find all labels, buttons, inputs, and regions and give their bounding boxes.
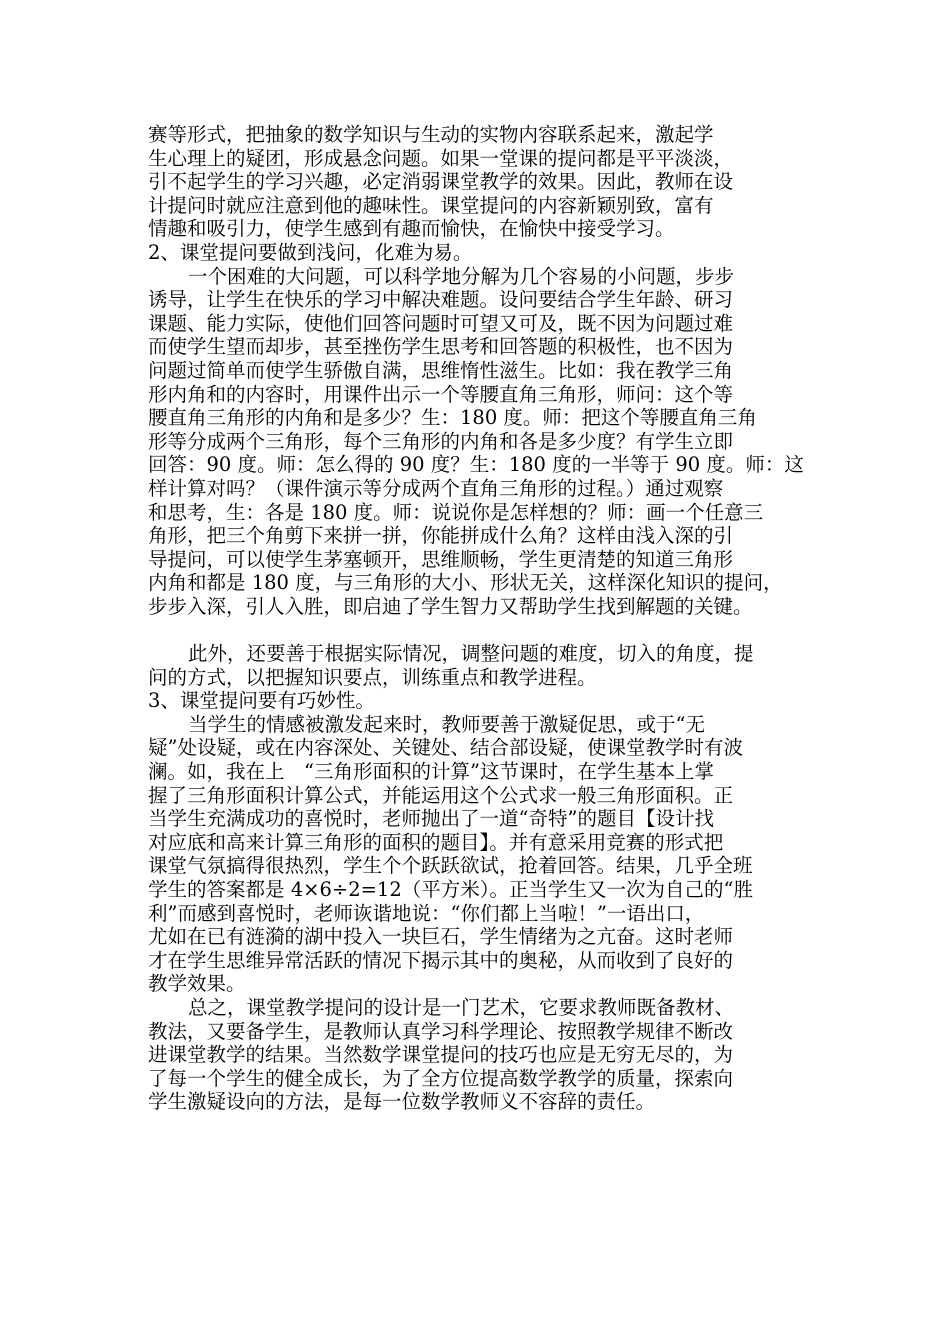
- document-body: [148, 123, 828, 1114]
- text-line: 教学效果。: [148, 972, 246, 996]
- text-line: 教法，又要备学生，是教师认真学习科学理论、按照教学规律不断改: [148, 1019, 734, 1043]
- text-line: 才在学生思维异常活跃的情况下揭示其中的奥秘，从而收到了良好的: [148, 948, 734, 972]
- heading-text: 2、课堂提问要做到浅问，化难为易。: [148, 240, 473, 264]
- text-line: 一个困难的大问题，可以科学地分解为几个容易的小问题，步步: [188, 264, 735, 288]
- text-line: 学生激疑设向的方法，是每一位数学教师义不容辞的责任。: [148, 1090, 656, 1114]
- paragraph-gap: [148, 618, 828, 642]
- paragraph: [148, 713, 828, 996]
- text-line: 导提问，可以使学生茅塞顿开，思维顺畅，学生更清楚的知道三角形: [148, 547, 734, 571]
- text-line: 诱导，让学生在快乐的学习中解决难题。设问要结合学生年龄、研习: [148, 288, 734, 312]
- text-line: 澜。如，我在上 “三角形面积的计算”这节课时，在学生基本上掌: [148, 760, 714, 784]
- text-line: 形内角和的内容时，用课件出示一个等腰直角三角形，师问：这个等: [148, 382, 734, 406]
- paragraph: [148, 123, 828, 241]
- text-line: 当学生充满成功的喜悦时，老师抛出了一道“奇特”的题目【设计找: [148, 807, 714, 831]
- section-heading: [148, 689, 828, 713]
- text-line: 此外，还要善于根据实际情况，调整问题的难度，切入的角度，提: [188, 642, 754, 666]
- text-line: 课题、能力实际，使他们回答问题时可望又可及，既不因为问题过难: [148, 311, 734, 335]
- text-line: 利”而感到喜悦时，老师诙谐地说：“你们都上当啦！”一语出口，: [148, 901, 705, 925]
- text-line: 问题过简单而使学生骄傲自满，思维惰性滋生。比如：我在教学三角: [148, 358, 734, 382]
- text-line: 腰直角三角形的内角和是多少？生：180 度。师：把这个等腰直角三角: [148, 406, 757, 430]
- text-line: 形等分成两个三角形，每个三角形的内角和各是多少度？有学生立即: [148, 429, 734, 453]
- text-line: 尤如在已有涟漪的湖中投入一块巨石，学生情绪为之亢奋。这时老师: [148, 925, 734, 949]
- text-line: 疑”处设疑，或在内容深处、关键处、结合部设疑，使课堂教学时有波: [148, 736, 743, 760]
- heading-text: 3、课堂提问要有巧妙性。: [148, 689, 375, 713]
- text-line: 和思考，生：各是 180 度。师：说说你是怎样想的？师：画一个任意三: [148, 500, 764, 524]
- text-line: 步步入深，引人入胜，即启迪了学生智力又帮助学生找到解题的关键。: [148, 594, 753, 618]
- text-line: 问的方式，以把握知识要点，训练重点和教学进程。: [148, 665, 597, 689]
- paragraph: [148, 265, 828, 619]
- paragraph: [148, 642, 828, 689]
- text-line: 了每一个学生的健全成长，为了全方位提高数学教学的质量，探索向: [148, 1066, 734, 1090]
- text-line: 课堂气氛搞得很热烈，学生个个跃跃欲试，抢着回答。结果，几乎全班: [148, 854, 753, 878]
- paragraph: [148, 996, 828, 1114]
- text-line: 回答：90 度。师：怎么得的 90 度？生：180 度的一半等于 90 度。师：这: [148, 453, 804, 477]
- text-line: 赛等形式，把抽象的数学知识与生动的实物内容联系起来，激起学: [148, 123, 714, 146]
- text-line: 情趣和吸引力，使学生感到有趣而愉快，在愉快中接受学习。: [148, 217, 675, 241]
- section-heading: [148, 241, 828, 265]
- text-line: 生心理上的疑团，形成悬念问题。如果一堂课的提问都是平平淡淡，: [148, 146, 734, 170]
- text-line: 样计算对吗？（课件演示等分成两个直角三角形的过程。）通过观察: [148, 476, 724, 500]
- text-line: 内角和都是 180 度，与三角形的大小、形状无关，这样深化知识的提问，: [148, 571, 783, 595]
- text-line: 角形，把三个角剪下来拼一拼，你能拼成什么角？这样由浅入深的引: [148, 524, 734, 548]
- text-line: 学生的答案都是 4×6÷2=12（平方米）。正当学生又一次为自己的“胜: [148, 878, 753, 901]
- text-line: 对应底和高来计算三角形的面积的题目】。并有意采用竞赛的形式把: [148, 830, 724, 854]
- text-line: 总之，课堂教学提问的设计是一门艺术，它要求教师既备教材、: [188, 995, 735, 1019]
- text-line: 进课堂教学的结果。当然数学课堂提问的技巧也应是无穷无尽的，为: [148, 1043, 734, 1067]
- text-line: 而使学生望而却步，甚至挫伤学生思考和回答题的积极性，也不因为: [148, 335, 734, 359]
- text-line: 握了三角形面积计算公式，并能运用这个公式求一般三角形面积。正: [148, 783, 734, 807]
- text-line: 引不起学生的学习兴趣，必定消弱课堂教学的效果。因此，教师在设: [148, 170, 734, 194]
- text-line: 计提问时就应注意到他的趣味性。课堂提问的内容新颖别致，富有: [148, 193, 714, 217]
- text-line: 当学生的情感被激发起来时，教师要善于激疑促思，或于“无: [188, 712, 705, 736]
